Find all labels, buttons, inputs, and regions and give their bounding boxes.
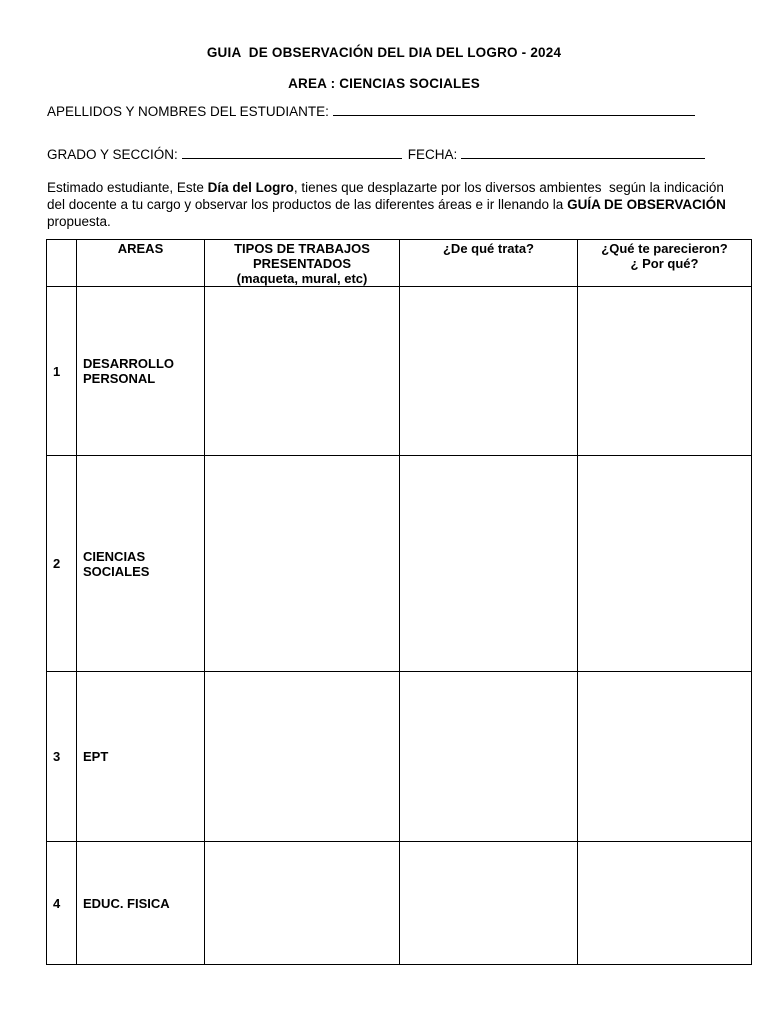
date-blank[interactable] xyxy=(461,146,705,159)
row-area-line-2: PERSONAL xyxy=(83,371,156,386)
de-que-trata-cell[interactable] xyxy=(400,456,578,672)
table-row xyxy=(47,672,752,842)
intro-bold-guia: GUÍA DE OBSERVACIÓN xyxy=(567,197,726,212)
row-area-line-1: CIENCIAS xyxy=(83,548,146,564)
tipos-trabajos-cell[interactable] xyxy=(205,456,400,672)
que-te-parecieron-cell[interactable] xyxy=(578,287,752,456)
intro-text-2: , tienes que desplazarte por los diversos ambientes según la indicación del docente a tu cargo y observar los productos de las diferentes áreas e ir llenando la xyxy=(47,180,728,212)
header-areas: AREAS xyxy=(77,240,205,287)
grade-section-blank[interactable] xyxy=(182,146,402,159)
de-que-trata-cell[interactable] xyxy=(400,287,578,456)
header-tipos-line-3: (maqueta, mural, etc) xyxy=(236,271,368,286)
grade-section-label: GRADO Y SECCIÓN: xyxy=(47,147,178,162)
header-parecieron-line-2: ¿ Por qué? xyxy=(630,256,699,271)
que-te-parecieron-cell[interactable] xyxy=(578,842,752,965)
tipos-trabajos-cell[interactable] xyxy=(205,287,400,456)
document-subtitle: AREA : CIENCIAS SOCIALES xyxy=(288,76,480,91)
table-row xyxy=(47,287,752,456)
header-tipos-line-2: PRESENTADOS xyxy=(253,256,351,271)
date-label: FECHA: xyxy=(407,147,458,162)
header-parecieron-line-1: ¿Qué te parecieron? xyxy=(601,241,728,256)
observation-table xyxy=(46,239,752,965)
row-area-line-1: DESARROLLO xyxy=(83,356,174,371)
student-name-label: APELLIDOS Y NOMBRES DEL ESTUDIANTE: xyxy=(47,104,329,119)
intro-paragraph xyxy=(47,179,737,230)
header-tipos-line-1: TIPOS DE TRABAJOS xyxy=(234,241,370,256)
student-name-field xyxy=(47,103,695,119)
row-number: 1 xyxy=(47,287,77,456)
tipos-trabajos-cell[interactable] xyxy=(205,842,400,965)
row-area-line-2: SOCIALES xyxy=(83,563,150,579)
intro-text-1: Estimado estudiante, Este xyxy=(47,180,208,195)
table-row xyxy=(47,456,752,672)
intro-text-3: propuesta. xyxy=(47,197,730,229)
de-que-trata-cell[interactable] xyxy=(400,842,578,965)
header-que-te-parecieron xyxy=(578,240,752,287)
row-area xyxy=(77,842,205,965)
tipos-trabajos-cell[interactable] xyxy=(205,672,400,842)
student-name-blank[interactable] xyxy=(333,103,695,116)
row-area xyxy=(77,672,205,842)
row-area-line-1: EPT xyxy=(83,749,109,764)
de-que-trata-cell[interactable] xyxy=(400,672,578,842)
row-area xyxy=(77,456,205,672)
grade-date-field xyxy=(47,146,705,162)
table-header-row xyxy=(47,240,752,287)
table-row xyxy=(47,842,752,965)
row-number: 4 xyxy=(47,842,77,965)
row-area-line-1: EDUC. FISICA xyxy=(83,895,170,911)
row-number: 3 xyxy=(47,672,77,842)
intro-bold-dia-del-logro: Día del Logro xyxy=(207,180,294,195)
document-title: GUIA DE OBSERVACIÓN DEL DIA DEL LOGRO - 2024 xyxy=(206,45,562,60)
header-tipos-trabajos xyxy=(205,240,400,287)
row-area xyxy=(77,287,205,456)
header-number xyxy=(47,240,77,287)
header-de-que-trata: ¿De qué trata? xyxy=(400,240,578,287)
que-te-parecieron-cell[interactable] xyxy=(578,456,752,672)
row-number: 2 xyxy=(47,456,77,672)
que-te-parecieron-cell[interactable] xyxy=(578,672,752,842)
